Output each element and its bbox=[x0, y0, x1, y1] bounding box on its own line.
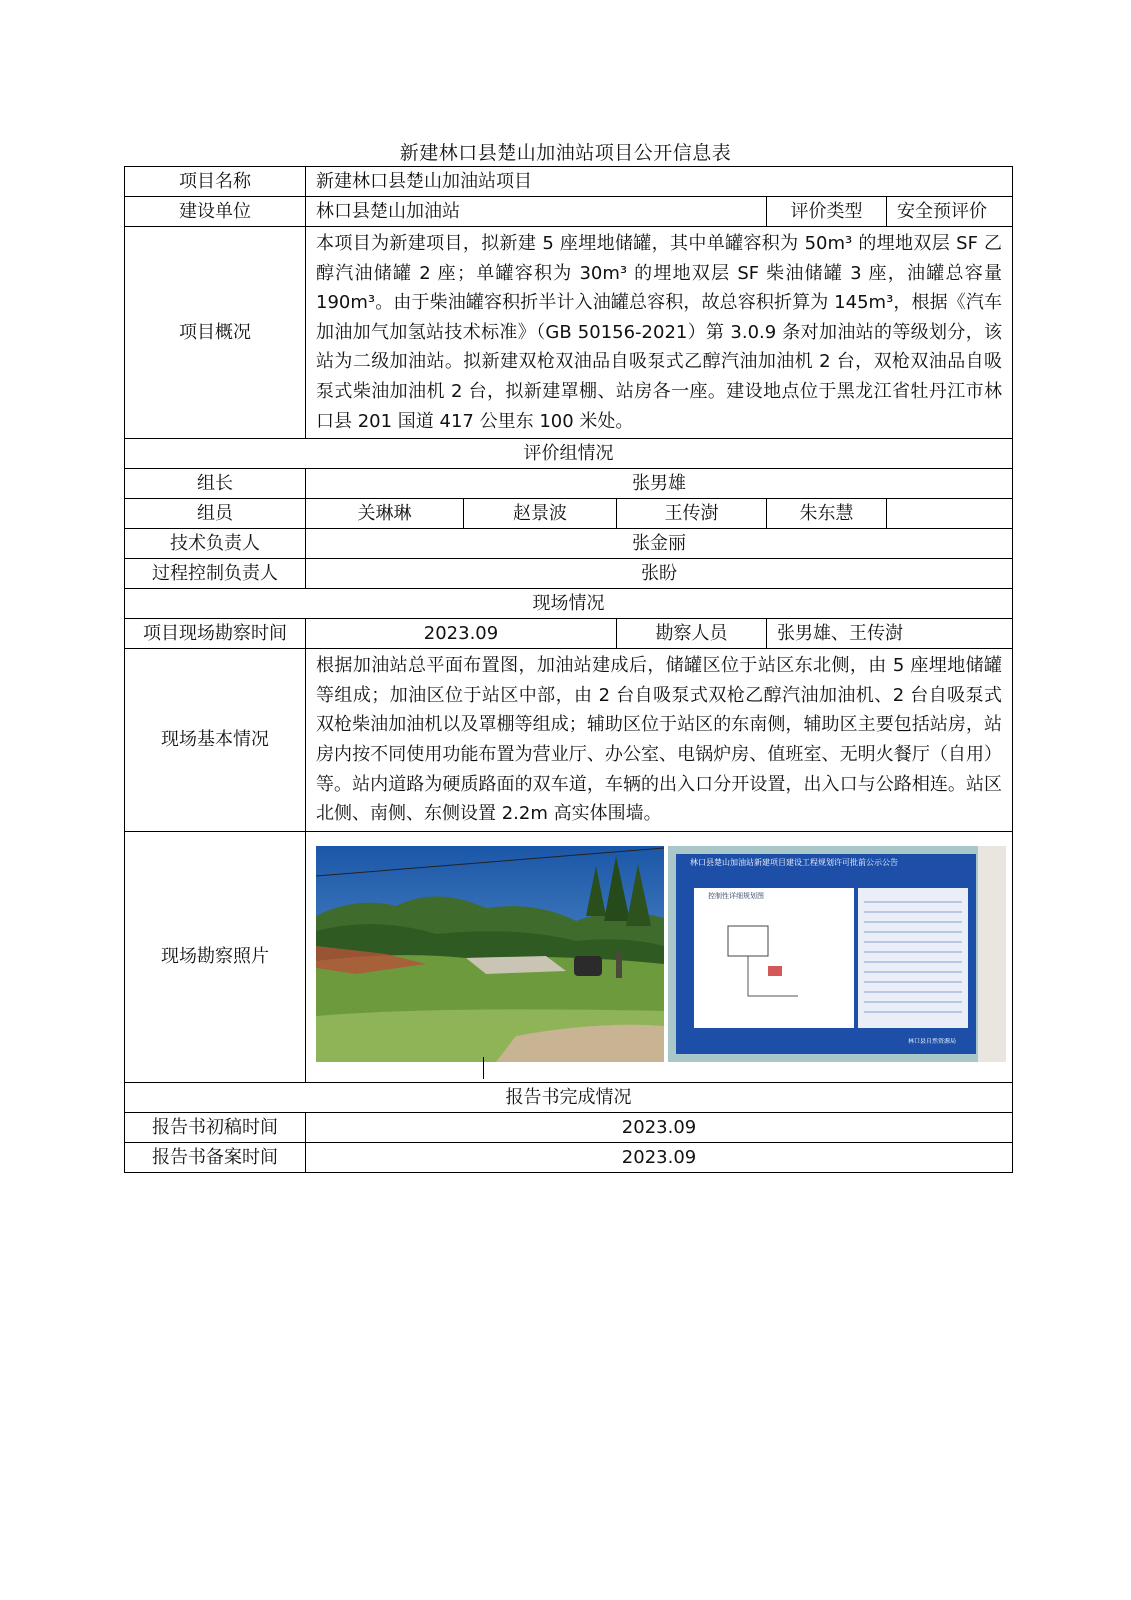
process-value: 张盼 bbox=[306, 559, 1013, 589]
member-4: 朱东慧 bbox=[767, 499, 887, 529]
project-name-value: 新建林口县楚山加油站项目 bbox=[306, 167, 1013, 197]
row-tech bbox=[125, 529, 1013, 559]
leader-value: 张男雄 bbox=[306, 469, 1013, 499]
row-project-name bbox=[125, 167, 1013, 197]
site-photo-landscape bbox=[316, 846, 664, 1062]
member-3: 王传澍 bbox=[617, 499, 767, 529]
site-basic-text: 根据加油站总平面布置图，加油站建成后，储罐区位于站区东北侧，由 5 座埋地储罐等组成；加油区位于站区中部，由 2 台自吸泵式双枪乙醇汽油加油机、2 台自吸泵式双枪柴油加油机以及罩棚等组成；辅助区位于站区的东南侧，辅助区主要包括站房，站房内按不同使用功能布置为营业厅、办公室、电锅炉房、值班室、无明火餐厅（自用）等。站内道路为硬质路面的双车道，车辆的出入口分开设置，出入口与公路相连。站区北侧、南侧、东侧设置 2.2m 高实体围墙。 bbox=[306, 649, 1013, 832]
member-empty-cell bbox=[887, 499, 1013, 529]
row-filing-time bbox=[125, 1142, 1013, 1172]
overview-label: 项目概况 bbox=[125, 227, 306, 439]
row-draft-time bbox=[125, 1112, 1013, 1142]
members-label: 组员 bbox=[125, 499, 306, 529]
eval-type-label: 评价类型 bbox=[767, 197, 887, 227]
overview-text: 本项目为新建项目，拟新建 5 座埋地储罐，其中单罐容积为 50m³ 的埋地双层 SF 乙醇汽油储罐 2 座；单罐容积为 30m³ 的埋地双层 SF 柴油储罐 3 座，油罐总容量 190m³。由于柴油罐容积折半计入油罐总容积，故总容积折算为 145m³，根据《汽车加油加气加氢站技术标准》（GB 50156-2021）第 3.0.9 条对加油站的等级划分，该站为二级加油站。拟新建双枪双油品自吸泵式乙醇汽油加油机 2 台，双枪双油品自吸泵式柴油加油机 2 台，拟新建罩棚、站房各一座。建设地点位于黑龙江省牡丹江市林口县 201 国道 417 公里东 100 米处。 bbox=[306, 227, 1013, 439]
landscape-photo-graphic bbox=[316, 846, 664, 1062]
row-builder bbox=[125, 197, 1013, 227]
process-label: 过程控制负责人 bbox=[125, 559, 306, 589]
site-section-title: 现场情况 bbox=[125, 589, 1013, 619]
survey-time-label: 项目现场勘察时间 bbox=[125, 619, 306, 649]
notice-board-graphic bbox=[668, 846, 1006, 1062]
document-title: 新建林口县楚山加油站项目公开信息表 bbox=[399, 142, 732, 164]
row-eval-section bbox=[125, 439, 1013, 469]
draft-time-label: 报告书初稿时间 bbox=[125, 1112, 306, 1142]
draft-time-value: 2023.09 bbox=[306, 1112, 1013, 1142]
builder-label: 建设单位 bbox=[125, 197, 306, 227]
photo-cell bbox=[306, 831, 1013, 1082]
row-members bbox=[125, 499, 1013, 529]
survey-time-value: 2023.09 bbox=[306, 619, 617, 649]
tech-value: 张金丽 bbox=[306, 529, 1013, 559]
surveyor-value: 张男雄、王传澍 bbox=[767, 619, 1013, 649]
info-table bbox=[124, 166, 1013, 1173]
member-1: 关琳琳 bbox=[306, 499, 464, 529]
member-2: 赵景波 bbox=[464, 499, 617, 529]
site-basic-label: 现场基本情况 bbox=[125, 649, 306, 832]
tech-label: 技术负责人 bbox=[125, 529, 306, 559]
row-overview bbox=[125, 227, 1013, 439]
row-site-section bbox=[125, 589, 1013, 619]
row-leader bbox=[125, 469, 1013, 499]
text-cursor-mark bbox=[483, 1057, 484, 1079]
photo-label: 现场勘察照片 bbox=[125, 831, 306, 1082]
leader-label: 组长 bbox=[125, 469, 306, 499]
eval-group-section-title: 评价组情况 bbox=[125, 439, 1013, 469]
filing-time-value: 2023.09 bbox=[306, 1142, 1013, 1172]
builder-value: 林口县楚山加油站 bbox=[306, 197, 767, 227]
row-site-basic bbox=[125, 649, 1013, 832]
filing-time-label: 报告书备案时间 bbox=[125, 1142, 306, 1172]
row-survey-time bbox=[125, 619, 1013, 649]
surveyor-label: 勘察人员 bbox=[617, 619, 767, 649]
project-name-label: 项目名称 bbox=[125, 167, 306, 197]
eval-type-value: 安全预评价 bbox=[887, 197, 1013, 227]
notice-board-subtitle: 控制性详细规划图 bbox=[708, 891, 764, 900]
row-photos bbox=[125, 831, 1013, 1082]
row-report-section bbox=[125, 1082, 1013, 1112]
notice-board-title: 林口县楚山加油站新建项目建设工程规划许可批前公示公告 bbox=[690, 857, 898, 867]
site-photo-notice-board bbox=[668, 846, 1006, 1062]
row-process bbox=[125, 559, 1013, 589]
report-section-title: 报告书完成情况 bbox=[125, 1082, 1013, 1112]
notice-board-footer: 林口县自然资源局 bbox=[908, 1037, 957, 1045]
